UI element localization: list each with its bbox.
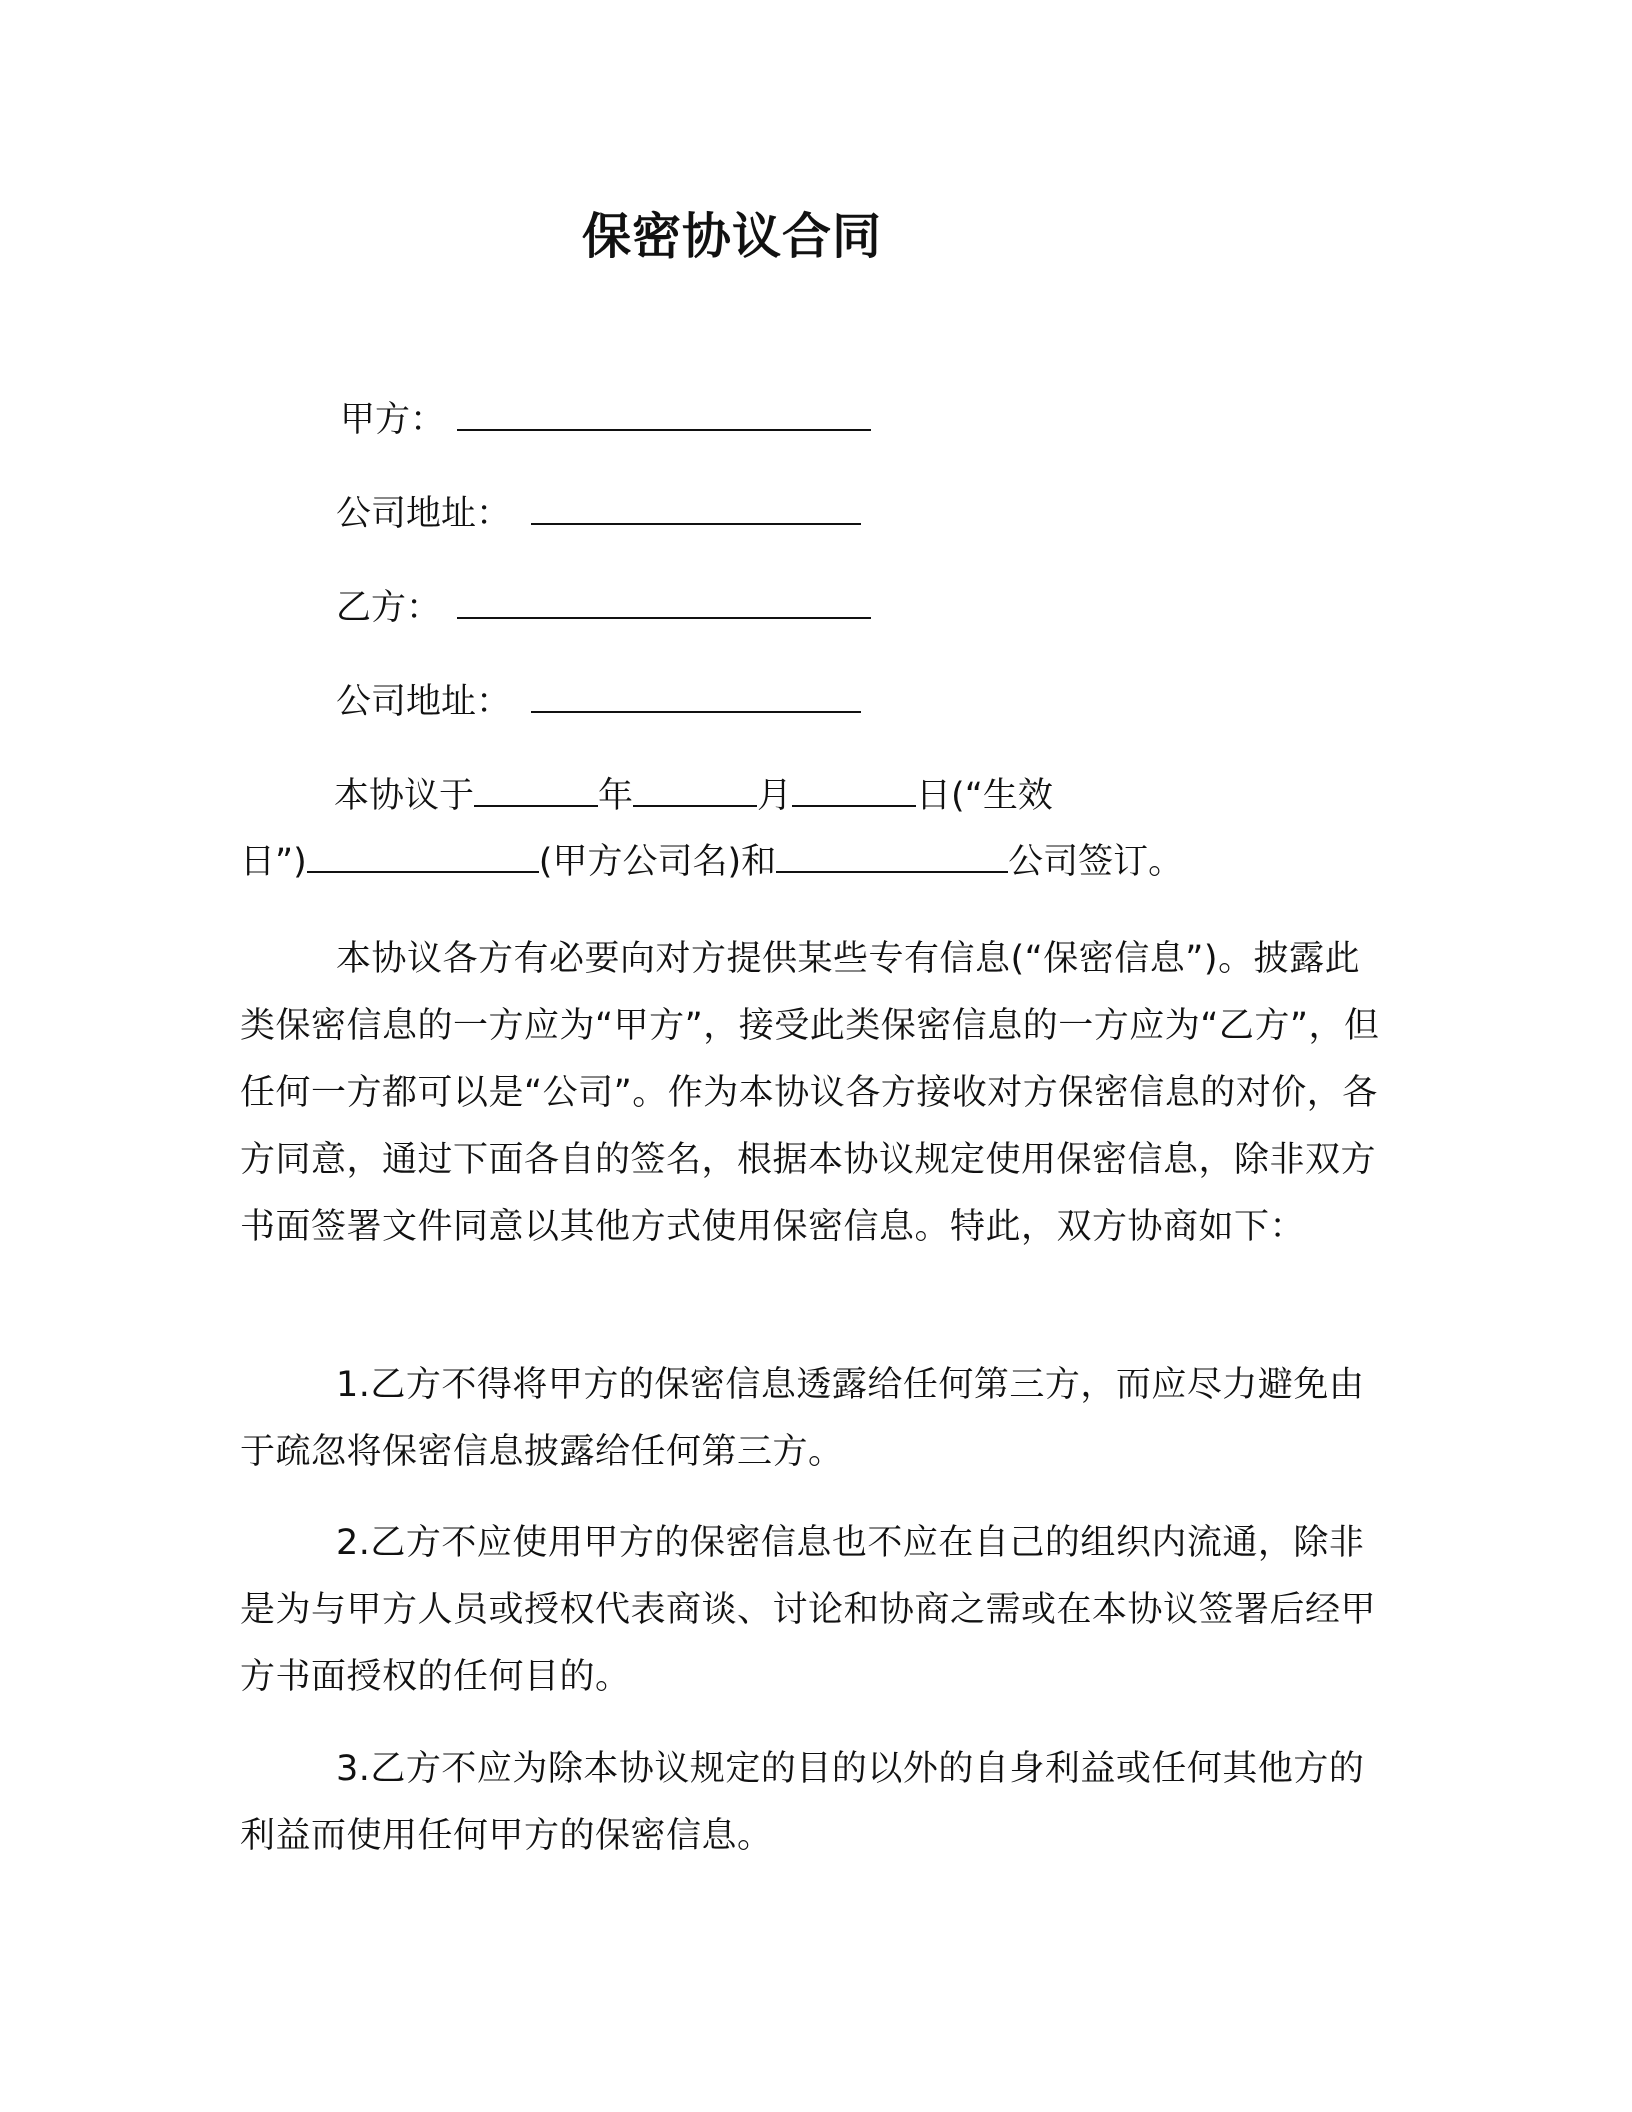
party-b-address-field [336,680,861,724]
party-a-company-blank[interactable] [307,841,539,873]
month-blank[interactable] [633,775,757,807]
month-label: 月 [757,776,793,816]
party-a-address-label: 公司地址： [336,494,512,534]
party-b-label: 乙方： [336,588,442,628]
party-a-field [340,398,871,442]
party-a-label: 甲方： [340,400,446,440]
party-a-address-field [336,492,861,536]
clause-1: 1.乙方不得将甲方的保密信息透露给任何第三方，而应尽力避免由于疏忽将保密信息披露给任何第三方。 [240,1365,1365,1472]
day-label: 日(“生效 [916,776,1053,816]
party-a-company-hint: (甲方公司名)和 [538,842,777,882]
year-label: 年 [598,776,634,816]
clause-2: 2.乙方不应使用甲方的保密信息也不应在自己的组织内流通，除非是为与甲方人员或授权代表商谈、讨论和协商之需或在本协议签署后经甲方书面授权的任何目的。 [240,1523,1377,1697]
party-b-field [336,586,871,630]
effective-date-end: 日”) [240,842,307,882]
intro-paragraph: 本协议各方有必要向对方提供某些专有信息(“保密信息”)。披露此类保密信息的一方应为“甲方”，接受此类保密信息的一方应为“乙方”，但任何一方都可以是“公司”。作为本协议各方接收对方保密信息的对价，各方同意，通过下面各自的签名，根据本协议规定使用保密信息，除非双方书面签署文件同意以其他方式使用保密信息。特此，双方协商如下： [240,939,1380,1247]
party-b-address-label: 公司地址： [336,682,512,722]
date-intro: 本协议于 [334,776,475,816]
effective-date-line-2 [240,840,1183,884]
document-title: 保密协议合同 [582,208,883,265]
party-a-blank[interactable] [457,399,871,431]
effective-date-line-1 [334,774,1053,818]
party-a-address-blank[interactable] [531,493,861,525]
year-blank[interactable] [474,775,598,807]
signing-text: 公司签订。 [1008,842,1184,882]
party-b-blank[interactable] [457,587,871,619]
party-b-address-blank[interactable] [531,681,861,713]
party-b-company-blank[interactable] [776,841,1008,873]
clause-3: 3.乙方不应为除本协议规定的目的以外的自身利益或任何其他方的利益而使用任何甲方的保密信息。 [240,1749,1365,1856]
day-blank[interactable] [792,775,916,807]
